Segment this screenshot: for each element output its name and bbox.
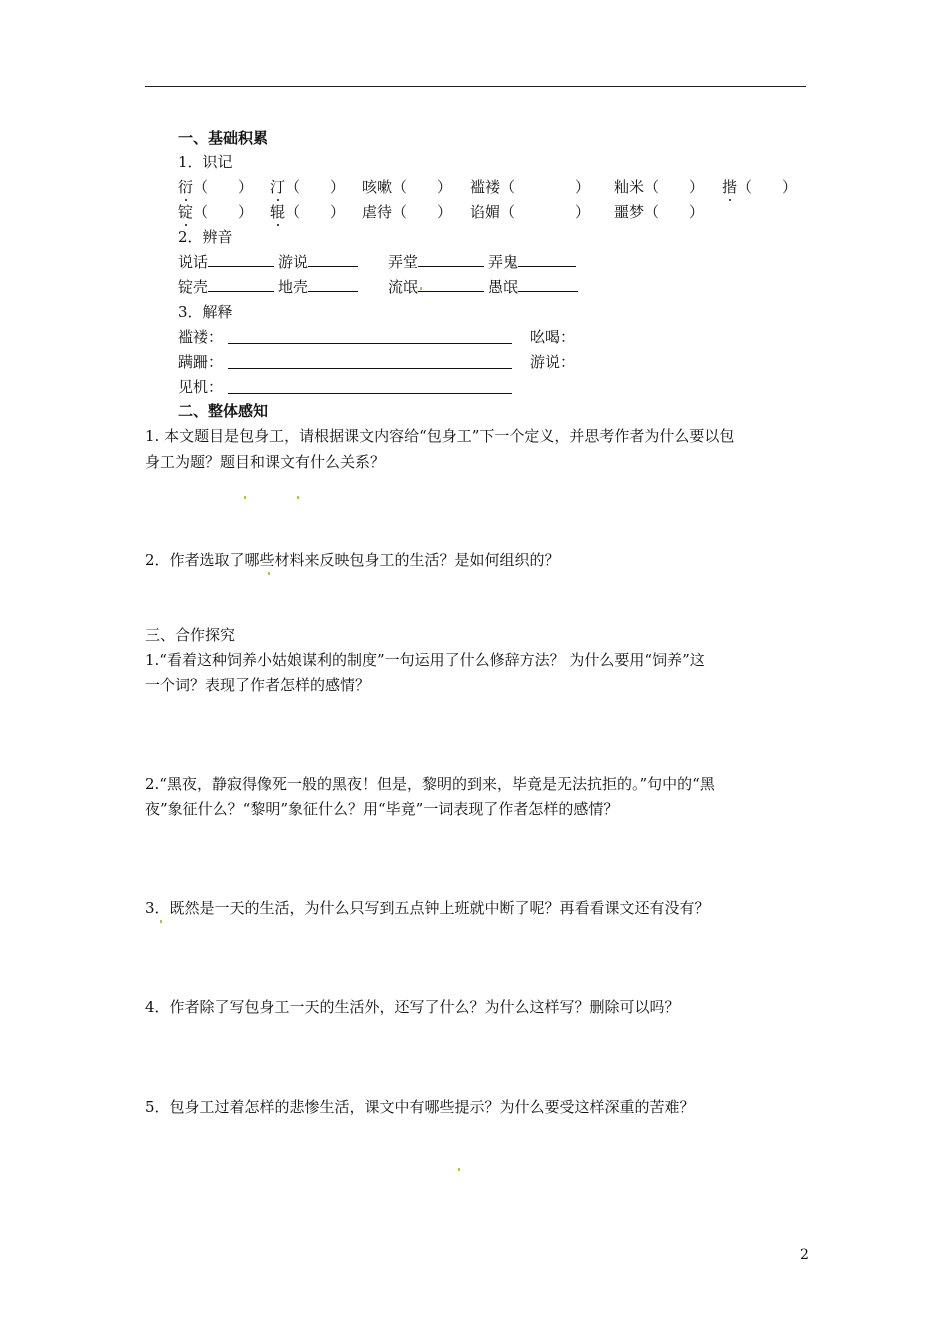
jieshi-label: 褴褛： (178, 328, 224, 346)
bianyin-item: 游说 (278, 251, 358, 272)
page-number: 2 (800, 1247, 809, 1263)
jieshi-label: 吆喝： (530, 328, 576, 346)
scan-speck (268, 572, 270, 575)
q1-title: 1．识记 (178, 153, 233, 171)
sec3-q4: 4．作者除了写包身工一天的生活外，还写了什么？为什么这样写？删除可以吗？ (145, 998, 680, 1016)
shiji-item: 揩（ ） (722, 178, 798, 196)
answer-line (228, 393, 512, 394)
scan-speck (244, 496, 246, 499)
sec2-q1-line1: 1. 本文题目是包身工，请根据课文内容给“包身工”下一个定义，并思考作者为什么要以包 (145, 427, 735, 445)
bianyin-item: 地壳 (278, 276, 358, 297)
shiji-item: 谄媚（ ） (470, 203, 591, 221)
jieshi-label: 蹒跚： (178, 353, 224, 371)
sec2-q2: 2．作者选取了哪些材料来反映包身工的生活？是如何组织的？ (145, 551, 560, 569)
header-rule (145, 86, 806, 87)
shiji-item: 衍（ ） (178, 178, 254, 196)
bianyin-item: 说话 (178, 251, 274, 272)
sec3-q3: 3．既然是一天的生活，为什么只写到五点钟上班就中断了呢？再看看课文还有没有？ (145, 899, 710, 917)
sec3-q2-line2: 夜”象征什么？“黎明”象征什么？用“毕竟”一词表现了作者怎样的感情？ (145, 800, 619, 818)
answer-line (228, 368, 512, 369)
jieshi-label: 游说： (530, 353, 576, 371)
jieshi-label: 见机： (178, 378, 224, 396)
shiji-item: 辊（ ） (270, 203, 346, 221)
bianyin-item: 愚氓 (488, 276, 578, 297)
section2-title: 二、整体感知 (178, 402, 269, 420)
sec3-q5: 5．包身工过着怎样的悲惨生活，课文中有哪些提示？为什么要受这样深重的苦难？ (145, 1098, 695, 1116)
shiji-item: 咳嗽（ ） (362, 178, 453, 196)
shiji-item: 籼米（ ） (614, 178, 705, 196)
shiji-item: 锭（ ） (178, 203, 254, 221)
answer-line (228, 343, 512, 344)
sec3-q2-line1: 2.“黑夜，静寂得像死一般的黑夜！但是，黎明的到来，毕竟是无法抗拒的。”句中的“黑 (145, 775, 715, 793)
sec3-q1-line2: 一个词？表现了作者怎样的感情？ (145, 676, 371, 694)
scan-speck (458, 1168, 460, 1171)
scan-speck (160, 920, 162, 923)
bianyin-item: 弄鬼 (488, 251, 576, 272)
q3-title: 3．解释 (178, 303, 233, 321)
bianyin-item: 弄堂 (388, 251, 484, 272)
bianyin-item: 锭壳 (178, 276, 274, 297)
shiji-item: 噩梦（ ） (614, 203, 705, 221)
shiji-item: 褴褛（ ） (470, 178, 591, 196)
bianyin-item: 流氓 (388, 276, 484, 297)
section3-title: 三、合作探究 (145, 626, 236, 644)
sec3-q1-line1: 1.“看着这种饲养小姑娘谋利的制度”一句运用了什么修辞方法？ 为什么要用“饲养”这 (145, 651, 705, 669)
scan-speck (420, 287, 422, 290)
shiji-item: 虐待（ ） (362, 203, 453, 221)
q2-title: 2．辨音 (178, 228, 233, 246)
shiji-item: 汀（ ） (270, 178, 346, 196)
section1-title: 一、基础积累 (178, 129, 269, 147)
scan-speck (297, 496, 299, 499)
sec2-q1-line2: 身工为题？题目和课文有什么关系？ (145, 453, 386, 471)
